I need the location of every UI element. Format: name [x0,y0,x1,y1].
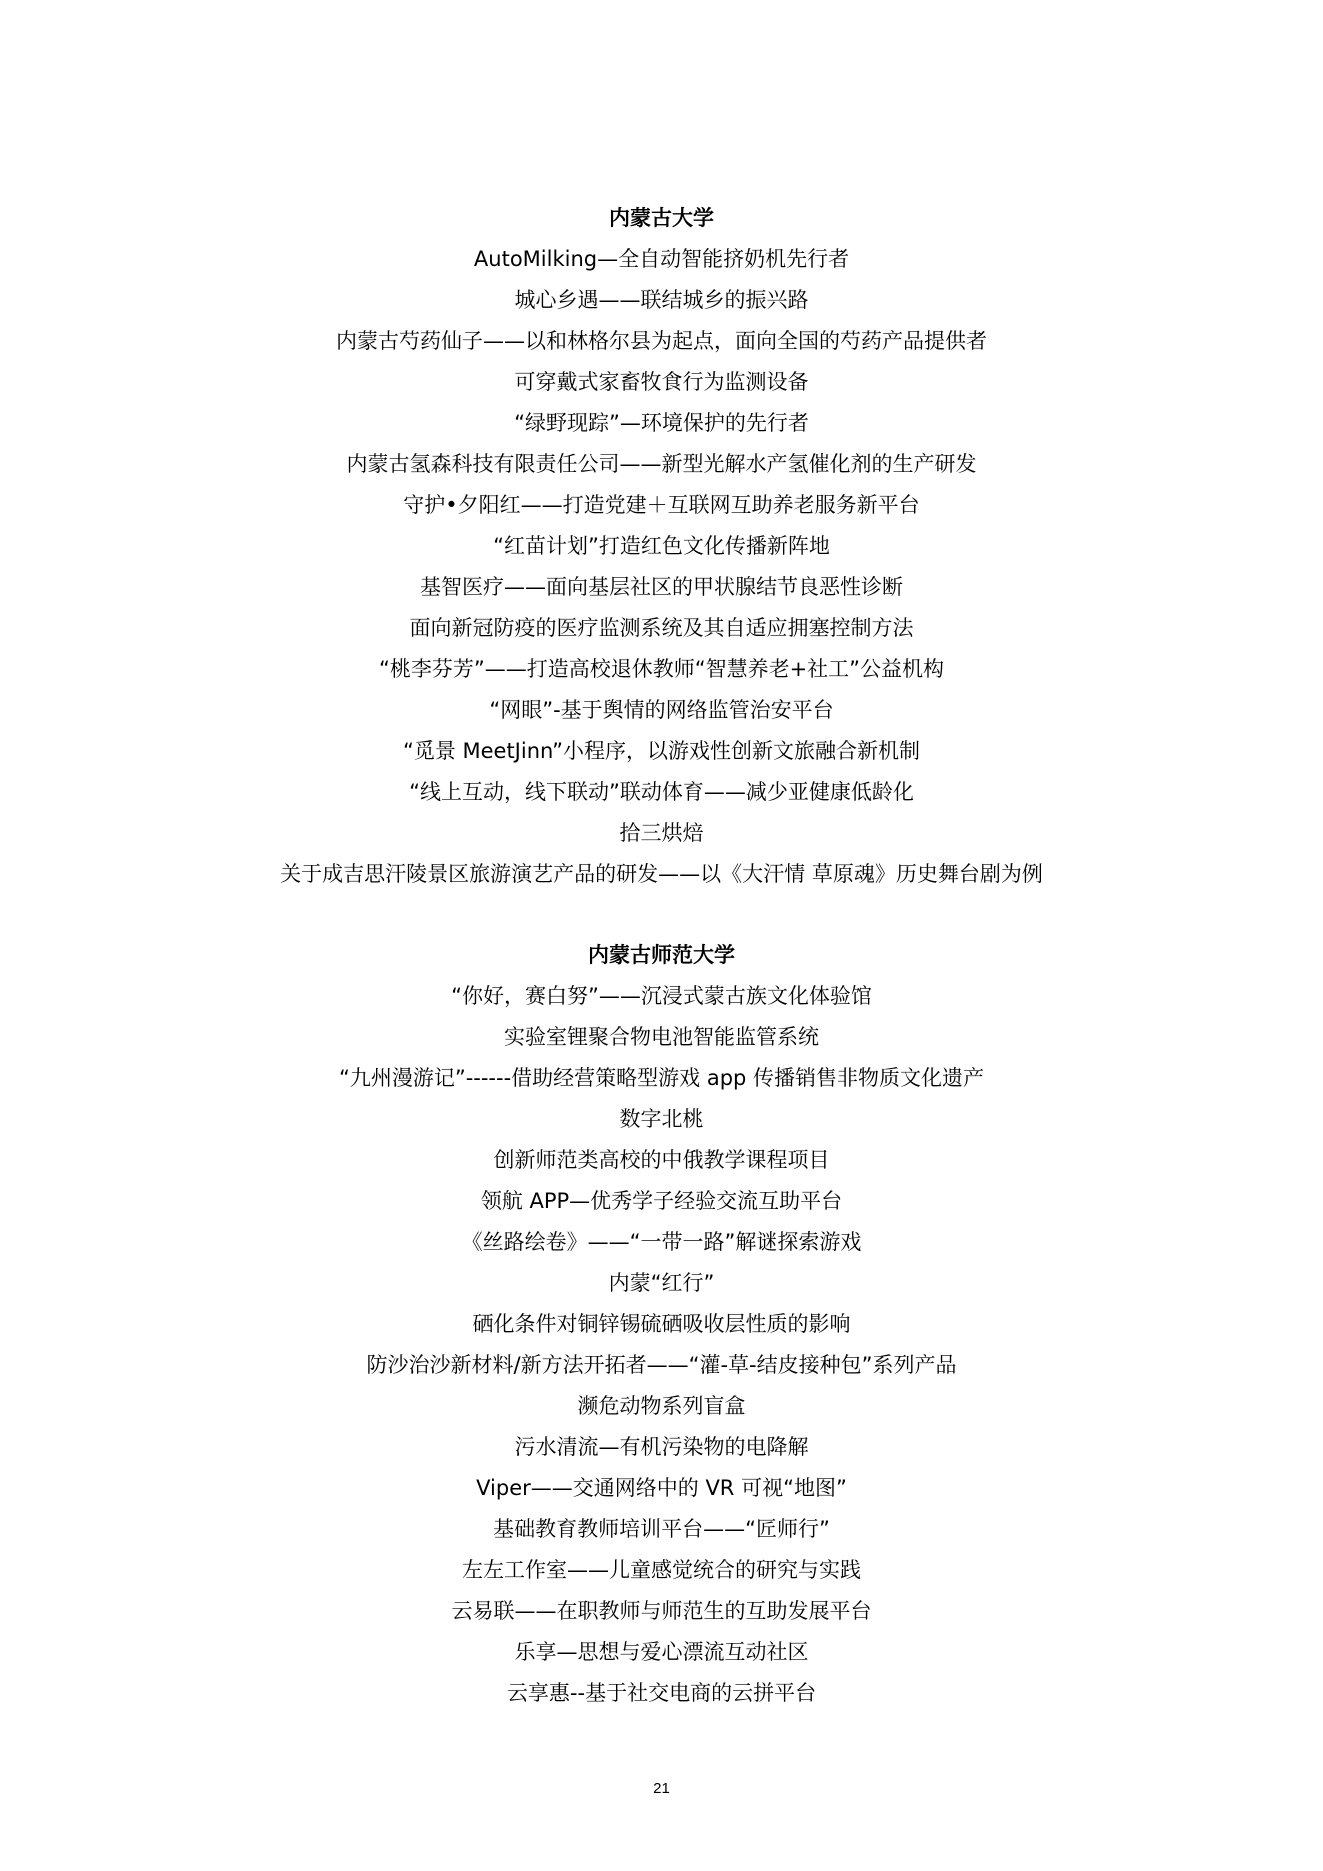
project-entry: 基础教育教师培训平台——“匠师行” [493,1517,830,1541]
project-entry: 关于成吉思汗陵景区旅游演艺产品的研发——以《大汗情 草原魂》历史舞台剧为例 [280,862,1043,886]
project-entry: 可穿戴式家畜牧食行为监测设备 [514,370,809,394]
project-entry: 面向新冠防疫的医疗监测系统及其自适应拥塞控制方法 [409,616,914,640]
project-entry: 濒危动物系列盲盒 [577,1394,746,1418]
project-entry: “红苗计划”打造红色文化传播新阵地 [493,534,830,558]
project-entry: 硒化条件对铜锌锡硫硒吸收层性质的影响 [472,1312,851,1336]
project-entry: 左左工作室——儿童感觉统合的研究与实践 [462,1558,861,1582]
section-inner-mongolia-university [0,198,1323,895]
project-entry: 领航 APP—优秀学子经验交流互助平台 [480,1189,843,1213]
project-entry: 《丝路绘卷》——“一带一路”解谜探索游戏 [461,1230,862,1254]
project-entry: 创新师范类高校的中俄教学课程项目 [493,1148,830,1172]
project-entry: “网眼”-基于舆情的网络监管治安平台 [489,698,834,722]
project-entry: 内蒙“红行” [608,1271,715,1295]
project-entry: 数字北桃 [619,1107,704,1131]
project-entry: “觅景 MeetJinn”小程序，以游戏性创新文旅融合新机制 [402,739,921,763]
project-entry: “线上互动，线下联动”联动体育——减少亚健康低龄化 [409,780,914,804]
project-entry: “绿野现踪”—环境保护的先行者 [514,411,809,435]
project-entry: 拾三烘焙 [619,821,704,845]
project-entry: Viper——交通网络中的 VR 可视“地图” [476,1476,847,1500]
project-entry: “九州漫游记”------借助经营策略型游戏 app 传播销售非物质文化遗产 [338,1066,985,1090]
project-entry: 内蒙古芍药仙子——以和林格尔县为起点，面向全国的芍药产品提供者 [336,329,987,353]
project-entry: “你好，赛白努”——沉浸式蒙古族文化体验馆 [451,984,872,1008]
section-title: 内蒙古大学 [609,206,714,230]
project-entry: 城心乡遇——联结城乡的振兴路 [514,288,809,312]
project-entry: 云享惠--基于社交电商的云拼平台 [506,1681,817,1705]
section-title: 内蒙古师范大学 [588,943,735,967]
project-entry: AutoMilking—全自动智能挤奶机先行者 [473,247,850,271]
project-entry: 污水清流—有机污染物的电降解 [514,1435,809,1459]
project-entry: 守护•夕阳红——打造党建＋互联网互助养老服务新平台 [403,493,920,517]
project-entry: 内蒙古氢森科技有限责任公司——新型光解水产氢催化剂的生产研发 [346,452,977,476]
section-inner-mongolia-normal-university [0,935,1323,1714]
project-entry: 实验室锂聚合物电池智能监管系统 [504,1025,819,1049]
project-entry: 云易联——在职教师与师范生的互助发展平台 [451,1599,872,1623]
page-number: 21 [653,1780,670,1797]
project-entry: 基智医疗——面向基层社区的甲状腺结节良恶性诊断 [420,575,903,599]
project-entry: 乐享—思想与爱心漂流互动社区 [514,1640,809,1664]
project-entry: “桃李芬芳”——打造高校退休教师“智慧养老+社工”公益机构 [378,657,945,681]
project-entry: 防沙治沙新材料/新方法开拓者——“灌-草-结皮接种包”系列产品 [366,1353,957,1377]
